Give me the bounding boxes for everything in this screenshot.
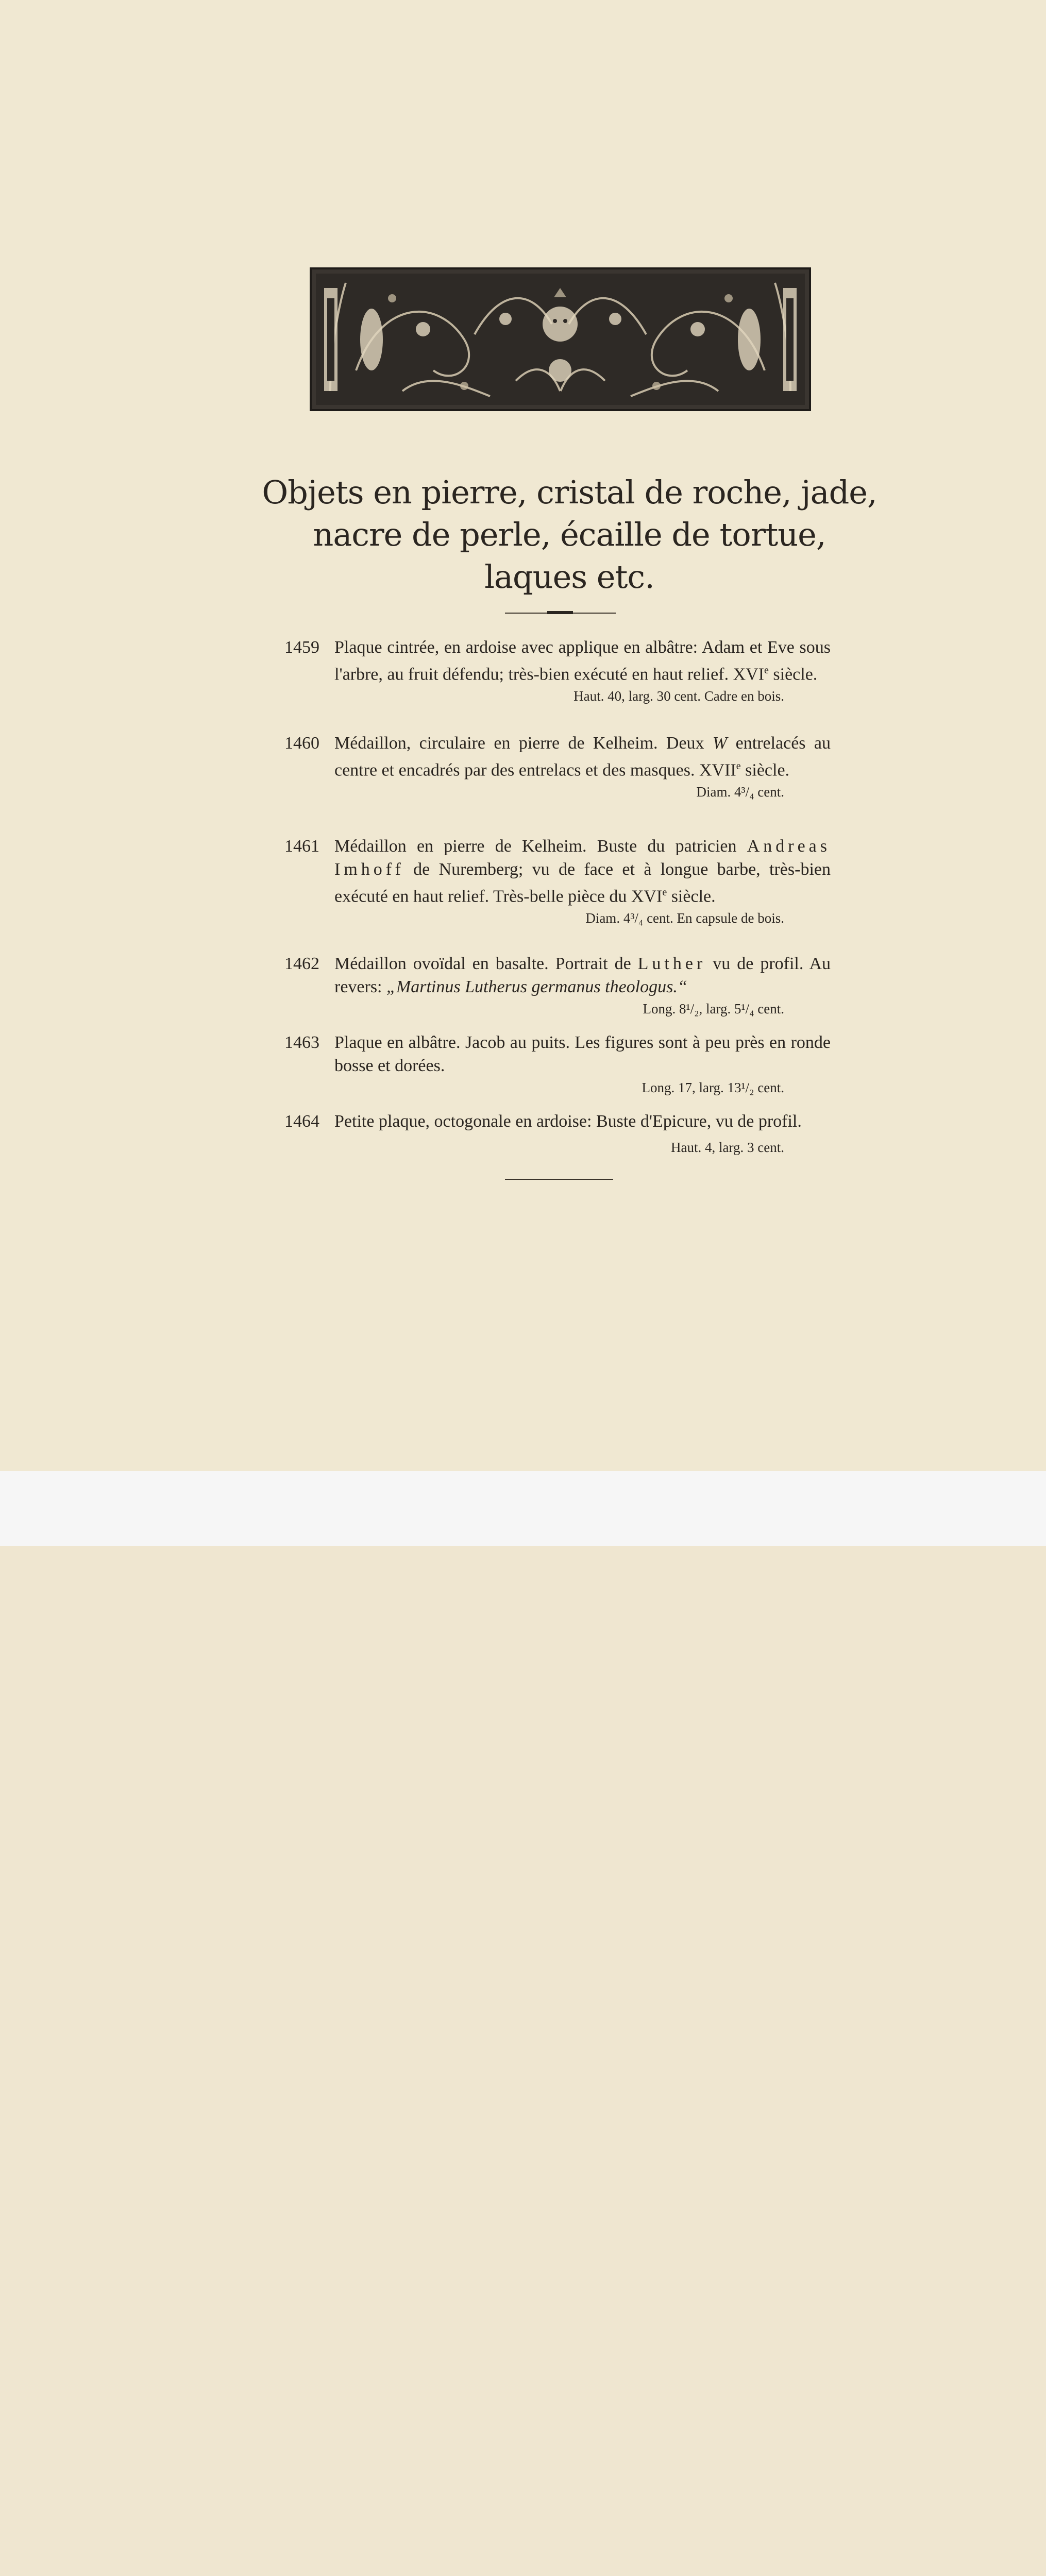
entry-description: Médaillon ovoïdal en basalte. Portrait de Luther vu de profil. Au revers: „Martinus Lutherus germanus theologus.“ <box>334 954 831 996</box>
entry-description: Petite plaque, octogonale en ardoise: Buste d'Epicure, vu de profil. <box>334 1112 802 1131</box>
divider-rule-center <box>547 611 573 614</box>
entry-dimensions: Haut. 40, larg. 30 cent. Cadre en bois. <box>573 688 784 704</box>
entry-description: Plaque en albâtre. Jacob au puits. Les figures sont à peu près en ronde bosse et dorées. <box>334 1033 831 1075</box>
entry-number: 1461 <box>284 837 319 856</box>
catalog-entry <box>284 636 831 706</box>
entry-number: 1460 <box>284 734 319 753</box>
ornamental-vignette <box>310 267 811 411</box>
entry-dimensions: Long. 17, larg. 13¹/₂ cent. <box>642 1080 784 1095</box>
catalog-entry <box>284 1031 831 1098</box>
title-line: laques etc. <box>484 558 654 596</box>
viewer-footer <box>0 1471 1046 1546</box>
title-line: nacre de perle, écaille de tortue, <box>313 516 826 553</box>
entry-description: Médaillon en pierre de Kelheim. Buste du patricien Andreas Imhoff de Nuremberg; vu de face et à longue barbe, très-bien exécuté en haut relief. Très-belle pièce du XVIe siècle. <box>334 837 831 906</box>
section-title <box>232 471 907 598</box>
catalog-entry <box>284 952 831 1019</box>
entry-description: Plaque cintrée, en ardoise avec applique en albâtre: Adam et Eve sous l'arbre, au fruit défendu; très-bien exécuté en haut relief. XVIe siècle. <box>334 638 831 684</box>
catalog-entry <box>284 835 831 928</box>
title-line: Objets en pierre, cristal de roche, jade, <box>262 473 877 511</box>
entry-number: 1459 <box>284 638 319 657</box>
entry-dimensions: Diam. 4³/₄ cent. En capsule de bois. <box>585 910 784 926</box>
catalog-entry <box>284 732 831 802</box>
entry-number: 1464 <box>284 1112 319 1131</box>
catalog-entry <box>284 1110 831 1158</box>
entry-dimensions: Long. 8¹/₂, larg. 5¹/₄ cent. <box>643 1001 784 1016</box>
entry-description: Médaillon, circulaire en pierre de Kelheim. Deux W entrelacés au centre et encadrés par des entrelacs et des masques. XVIIe siècle. <box>334 734 831 780</box>
entry-dimensions: Diam. 4³/₄ cent. <box>696 784 784 800</box>
entry-number: 1463 <box>284 1033 319 1052</box>
end-rule <box>505 1179 613 1180</box>
entry-dimensions: Haut. 4, larg. 3 cent. <box>671 1140 784 1155</box>
entry-number: 1462 <box>284 954 319 973</box>
